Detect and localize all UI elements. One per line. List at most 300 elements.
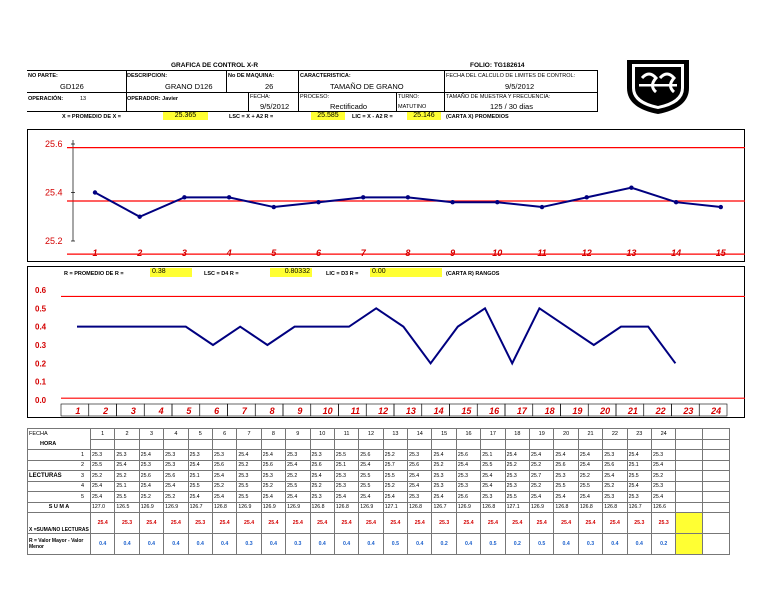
reading-cell: 25.3 [212, 450, 236, 461]
reading-cell: 25.4 [164, 481, 188, 492]
empty-cell [359, 439, 383, 450]
reading-cell: 25.4 [212, 471, 236, 482]
column-header: 23 [627, 429, 651, 440]
r-cell: 0.3 [578, 534, 602, 555]
y-tick-label: 25.2 [45, 236, 63, 246]
tamano-value: 125 / 30 dias [490, 102, 533, 111]
y-tick-label: 0.3 [35, 341, 47, 350]
empty-cell [703, 502, 730, 513]
r-series-line [77, 308, 675, 363]
xbar-cell: 25.4 [359, 513, 383, 534]
column-header: 13 [383, 429, 407, 440]
readings-table [27, 428, 730, 555]
reading-cell: 25.2 [432, 460, 456, 471]
reading-cell: 25.1 [627, 460, 651, 471]
xbar-point [585, 195, 589, 199]
empty-cell [310, 439, 334, 450]
reading-cell: 25.1 [115, 481, 139, 492]
reading-cell: 25.3 [91, 450, 115, 461]
reading-cell: 25.5 [334, 450, 358, 461]
descripcion-value: GRANO D126 [165, 82, 213, 91]
table-row [28, 450, 730, 461]
suma-cell: 126.8 [603, 502, 627, 513]
xbar-cell: 25.4 [261, 513, 285, 534]
suma-cell: 126.9 [359, 502, 383, 513]
empty-cell [676, 502, 703, 513]
reading-cell: 25.4 [359, 460, 383, 471]
reading-cell: 25.4 [359, 492, 383, 503]
reading-cell: 25.5 [237, 492, 261, 503]
reading-cell: 25.6 [554, 460, 578, 471]
r-lic-label: LIC = D3 R = [326, 271, 359, 277]
highlight-cell [676, 513, 703, 534]
column-header: 11 [334, 429, 358, 440]
xbar-point [719, 205, 723, 209]
y-tick-label: 0.2 [35, 359, 47, 369]
caracteristica-value: TAMAÑO DE GRANO [330, 82, 404, 91]
reading-cell: 25.4 [261, 450, 285, 461]
reading-cell: 25.6 [456, 492, 480, 503]
r-cell: 0.4 [91, 534, 115, 555]
reading-cell: 25.4 [578, 450, 602, 461]
x-tick-label: 23 [683, 406, 694, 416]
column-header: 20 [554, 429, 578, 440]
reading-cell: 25.3 [334, 481, 358, 492]
xbar-lic-label: LIC = X - A2 R = [352, 114, 393, 120]
suma-cell: 126.7 [188, 502, 212, 513]
column-header: 21 [578, 429, 602, 440]
reading-cell: 25.2 [310, 481, 334, 492]
reading-cell: 25.3 [334, 471, 358, 482]
reading-cell: 25.4 [530, 450, 554, 461]
reading-number: 3 [80, 472, 84, 479]
reading-cell: 25.3 [651, 450, 675, 461]
column-header: 1 [91, 429, 115, 440]
r-cell: 0.4 [408, 534, 432, 555]
xbar-cell: 25.4 [310, 513, 334, 534]
fecha-label: FECHA [28, 429, 91, 440]
fecha-label: FECHA: [250, 94, 271, 100]
reading-cell: 25.6 [164, 471, 188, 482]
xbar-cell: 25.4 [554, 513, 578, 534]
x-tick-label: 13 [405, 406, 416, 416]
r-lsc-label: LSC = D4 R = [204, 271, 239, 277]
suma-cell: 126.7 [627, 502, 651, 513]
table-r-row [28, 534, 730, 555]
no-maquina-label: No DE MAQUINA: [228, 73, 275, 79]
reading-cell: 25.4 [286, 460, 310, 471]
empty-cell [164, 439, 188, 450]
empty-cell [676, 471, 703, 482]
reading-cell: 25.3 [310, 450, 334, 461]
r-cell: 0.5 [481, 534, 505, 555]
xbar-caption: (CARTA X) PROMEDIOS [446, 114, 509, 120]
y-tick-label: 0.1 [35, 377, 47, 387]
reading-cell: 25.4 [212, 492, 236, 503]
empty-cell [676, 492, 703, 503]
reading-cell: 25.3 [432, 481, 456, 492]
xbar-cell: 25.4 [481, 513, 505, 534]
reading-cell: 25.4 [627, 481, 651, 492]
x-tick-label: 5 [271, 248, 277, 258]
header-divider [126, 70, 127, 111]
suma-cell: 126.8 [554, 502, 578, 513]
empty-cell [703, 460, 730, 471]
reading-cell: 25.4 [554, 450, 578, 461]
reading-cell: 25.4 [383, 492, 407, 503]
folio: FOLIO: TG182614 [470, 62, 525, 69]
xbar-cell: 25.3 [627, 513, 651, 534]
reading-cell: 25.4 [334, 492, 358, 503]
suma-cell: 126.9 [237, 502, 261, 513]
x-tick-label: 8 [269, 406, 275, 416]
reading-row-label [28, 460, 91, 471]
xbar-cell: 25.4 [530, 513, 554, 534]
xbar-point [540, 205, 544, 209]
r-cell: 0.2 [432, 534, 456, 555]
no-parte-value: GD126 [60, 82, 84, 91]
reading-cell: 25.3 [408, 450, 432, 461]
xbar-cell: 25.4 [237, 513, 261, 534]
y-tick-label: 25.6 [45, 139, 63, 149]
xbar-cell: 25.4 [603, 513, 627, 534]
x-tick-label: 6 [315, 248, 322, 258]
company-logo [623, 58, 693, 116]
r-cell: 0.2 [651, 534, 675, 555]
reading-cell: 25.2 [261, 481, 285, 492]
reading-cell: 25.3 [286, 450, 310, 461]
reading-cell: 25.2 [383, 450, 407, 461]
reading-number: 4 [80, 483, 84, 490]
xbar-prom-value: 25.365 [163, 112, 208, 120]
xbar-cell: 25.4 [383, 513, 407, 534]
empty-cell [481, 439, 505, 450]
xbar-point [361, 195, 365, 199]
reading-cell: 25.5 [383, 471, 407, 482]
empty-cell [91, 439, 115, 450]
r-cell: 0.2 [505, 534, 529, 555]
suma-label: S U M A [28, 502, 91, 513]
suma-cell: 126.9 [164, 502, 188, 513]
xbar-cell: 25.4 [334, 513, 358, 534]
xbar-point [495, 200, 499, 204]
reading-cell: 25.6 [261, 460, 285, 471]
xbar-point [138, 215, 142, 219]
proceso-label: PROCESO: [300, 94, 330, 100]
suma-cell: 126.8 [334, 502, 358, 513]
reading-cell: 25.4 [505, 450, 529, 461]
empty-cell [530, 439, 554, 450]
reading-number: 2 [80, 462, 84, 469]
fecha-calculo-label: FECHA DEL CALCULO DE LIMITES DE CONTROL: [446, 73, 576, 79]
column-header: 19 [530, 429, 554, 440]
r-cell: 0.4 [115, 534, 139, 555]
column-header: 10 [310, 429, 334, 440]
x-tick-label: 17 [516, 406, 527, 416]
reading-cell: 25.4 [481, 481, 505, 492]
xbar-cell: 25.3 [651, 513, 675, 534]
x-tick-label: 7 [241, 406, 247, 416]
reading-row-label [28, 481, 91, 492]
reading-cell: 25.1 [481, 450, 505, 461]
x-tick-label: 3 [181, 248, 187, 258]
xbar-point [674, 200, 678, 204]
x-tick-label: 2 [103, 406, 109, 416]
empty-cell [703, 439, 730, 450]
r-chart [27, 266, 745, 418]
column-header: 4 [164, 429, 188, 440]
column-header: 17 [481, 429, 505, 440]
reading-cell: 25.3 [164, 450, 188, 461]
reading-cell: 25.4 [310, 471, 334, 482]
xbar-cell: 25.3 [115, 513, 139, 534]
header-divider [396, 92, 397, 111]
reading-cell: 25.5 [627, 471, 651, 482]
xbar-lsc-value: 25.585 [311, 112, 345, 120]
hora-label: HORA [28, 439, 91, 450]
reading-cell: 25.2 [651, 471, 675, 482]
empty-cell [139, 439, 163, 450]
reading-cell: 25.4 [456, 460, 480, 471]
reading-cell: 25.6 [359, 450, 383, 461]
table-row [28, 471, 730, 482]
table-row [28, 481, 730, 492]
x-tick-label: 20 [600, 406, 611, 416]
operacion-value: 13 [80, 96, 87, 102]
r-cell: 0.5 [383, 534, 407, 555]
x-tick-label: 19 [572, 406, 583, 416]
y-tick-label: 0.6 [35, 286, 47, 295]
reading-cell: 25.6 [603, 460, 627, 471]
r-cell: 0.4 [334, 534, 358, 555]
reading-cell: 25.4 [432, 450, 456, 461]
suma-cell: 127.0 [91, 502, 115, 513]
reading-cell: 25.2 [383, 481, 407, 492]
column-header: 16 [456, 429, 480, 440]
reading-row-label [28, 471, 91, 482]
xbar-point [93, 190, 97, 194]
reading-cell: 25.3 [237, 471, 261, 482]
x-tick-label: 10 [492, 248, 503, 258]
xbar-point [316, 200, 320, 204]
x-tick-label: 8 [405, 248, 411, 258]
empty-cell [432, 439, 456, 450]
reading-cell: 25.2 [139, 492, 163, 503]
r-cell: 0.4 [603, 534, 627, 555]
x-tick-label: 18 [544, 406, 555, 416]
r-cell: 0.4 [261, 534, 285, 555]
reading-cell: 25.4 [578, 492, 602, 503]
column-header: 2 [115, 429, 139, 440]
column-header: 22 [603, 429, 627, 440]
chart-title: GRAFICA DE CONTROL X-R [171, 62, 259, 69]
operacion-label: OPERACIÓN: [28, 96, 64, 102]
turno-value: MATUTINO [398, 104, 427, 110]
x-tick-label: 21 [627, 406, 638, 416]
table-suma-row [28, 502, 730, 513]
reading-cell: 25.6 [408, 460, 432, 471]
reading-cell: 25.2 [578, 471, 602, 482]
reading-cell: 25.3 [139, 460, 163, 471]
x-tick-label: 13 [626, 248, 637, 258]
xbar-series-line [95, 188, 721, 217]
header-line-2 [27, 92, 598, 93]
x-tick-label: 4 [226, 248, 232, 258]
column-header: 3 [139, 429, 163, 440]
y-tick-label: 0.5 [35, 304, 47, 314]
empty-cell [703, 450, 730, 461]
reading-cell: 25.3 [481, 492, 505, 503]
xbar-point [629, 185, 633, 189]
suma-cell: 126.8 [408, 502, 432, 513]
xbar-cell: 25.3 [188, 513, 212, 534]
r-cell: 0.4 [456, 534, 480, 555]
reading-cell: 25.7 [383, 460, 407, 471]
x-tick-label: 6 [214, 406, 220, 416]
reading-cell: 25.2 [212, 481, 236, 492]
column-header: 12 [359, 429, 383, 440]
reading-cell: 25.2 [164, 492, 188, 503]
r-lsc-value: 0.80332 [270, 268, 312, 277]
empty-cell [115, 439, 139, 450]
reading-cell: 25.2 [237, 460, 261, 471]
empty-cell [237, 439, 261, 450]
r-prom-label: R = PROMEDIO DE R = [64, 271, 124, 277]
xbar-point [227, 195, 231, 199]
reading-cell: 25.3 [603, 492, 627, 503]
empty-cell [603, 439, 627, 450]
r-cell: 0.4 [164, 534, 188, 555]
xbar-point [450, 200, 454, 204]
reading-cell: 25.3 [261, 471, 285, 482]
reading-cell: 25.4 [139, 481, 163, 492]
table-row [28, 460, 730, 471]
table-hora-row [28, 439, 730, 450]
x-tick-label: 16 [489, 406, 500, 416]
reading-cell: 25.5 [578, 481, 602, 492]
x-tick-label: 12 [581, 248, 592, 258]
xbar-cell: 25.4 [408, 513, 432, 534]
reading-cell: 25.3 [408, 492, 432, 503]
reading-cell: 25.3 [456, 481, 480, 492]
reading-cell: 25.5 [286, 481, 310, 492]
fecha-calculo-value: 9/5/2012 [505, 82, 535, 91]
reading-cell: 25.4 [554, 492, 578, 503]
reading-number: 5 [80, 493, 84, 500]
reading-cell: 25.5 [115, 492, 139, 503]
x-tick-label: 9 [450, 248, 456, 258]
xbar-lic-value: 25.146 [407, 112, 441, 120]
reading-row-label [28, 492, 91, 503]
x-tick-label: 5 [186, 406, 192, 416]
suma-cell: 126.8 [212, 502, 236, 513]
reading-cell: 25.3 [627, 492, 651, 503]
empty-cell [383, 439, 407, 450]
column-header: 9 [286, 429, 310, 440]
suma-cell: 126.9 [261, 502, 285, 513]
header-divider [444, 70, 445, 111]
column-header: 24 [651, 429, 675, 440]
empty-cell [334, 439, 358, 450]
r-row-label: R = Valor Mayor - Valor Menor [28, 534, 91, 555]
x-tick-label: 24 [711, 406, 722, 416]
empty-cell [676, 481, 703, 492]
x-tick-label: 12 [378, 406, 389, 416]
reading-cell: 25.5 [359, 471, 383, 482]
reading-row-label [28, 450, 91, 461]
empty-cell [286, 439, 310, 450]
empty-cell [676, 439, 703, 450]
x-tick-label: 1 [75, 406, 81, 416]
empty-cell [676, 460, 703, 471]
suma-cell: 126.6 [651, 502, 675, 513]
empty-cell [456, 439, 480, 450]
r-cell: 0.5 [530, 534, 554, 555]
table-row [28, 492, 730, 503]
r-cell: 0.3 [286, 534, 310, 555]
xbar-cell: 25.3 [432, 513, 456, 534]
xbar-prom-label: X = PROMEDIO DE X = [62, 114, 121, 120]
descripcion-label: DESCRIPCION: [127, 73, 168, 79]
xbar-cell: 25.4 [505, 513, 529, 534]
suma-cell: 127.1 [383, 502, 407, 513]
reading-cell: 25.5 [481, 460, 505, 471]
no-maquina-value: 26 [265, 82, 274, 91]
reading-cell: 25.4 [627, 450, 651, 461]
x-tick-label: 7 [360, 248, 366, 258]
empty-cell [188, 439, 212, 450]
empty-cell [703, 481, 730, 492]
suma-cell: 126.8 [578, 502, 602, 513]
r-cell: 0.4 [212, 534, 236, 555]
reading-cell: 25.4 [261, 492, 285, 503]
x-tick-label: 2 [137, 248, 143, 258]
xbar-cell: 25.4 [212, 513, 236, 534]
y-tick-label: 0.0 [35, 396, 47, 405]
reading-cell: 25.3 [164, 460, 188, 471]
reading-cell: 25.3 [505, 481, 529, 492]
no-parte-label: NO PARTE: [28, 73, 58, 79]
xbar-row-label: X =SUMA/NO LECTURAS [28, 513, 91, 534]
reading-cell: 25.3 [310, 492, 334, 503]
reading-cell: 25.5 [188, 481, 212, 492]
reading-cell: 25.3 [505, 471, 529, 482]
highlight-cell [676, 534, 703, 555]
xbar-point [182, 195, 186, 199]
reading-cell: 25.5 [505, 492, 529, 503]
table-header-row [28, 429, 730, 440]
empty-cell [703, 471, 730, 482]
x-tick-label: 4 [158, 406, 164, 416]
reading-cell: 25.4 [91, 481, 115, 492]
empty-cell [703, 492, 730, 503]
x-tick-label: 3 [130, 406, 136, 416]
empty-cell [651, 439, 675, 450]
y-tick-label: 0.4 [35, 322, 47, 332]
suma-cell: 126.5 [115, 502, 139, 513]
empty-cell [676, 429, 703, 440]
reading-cell: 25.6 [212, 460, 236, 471]
column-header: 14 [408, 429, 432, 440]
reading-cell: 25.4 [408, 481, 432, 492]
suma-cell: 126.7 [432, 502, 456, 513]
reading-cell: 25.4 [578, 460, 602, 471]
reading-cell: 25.5 [554, 481, 578, 492]
caracteristica-label: CARACTERISTICA: [300, 73, 351, 79]
column-header: 15 [432, 429, 456, 440]
column-header: 18 [505, 429, 529, 440]
reading-cell: 25.2 [530, 460, 554, 471]
